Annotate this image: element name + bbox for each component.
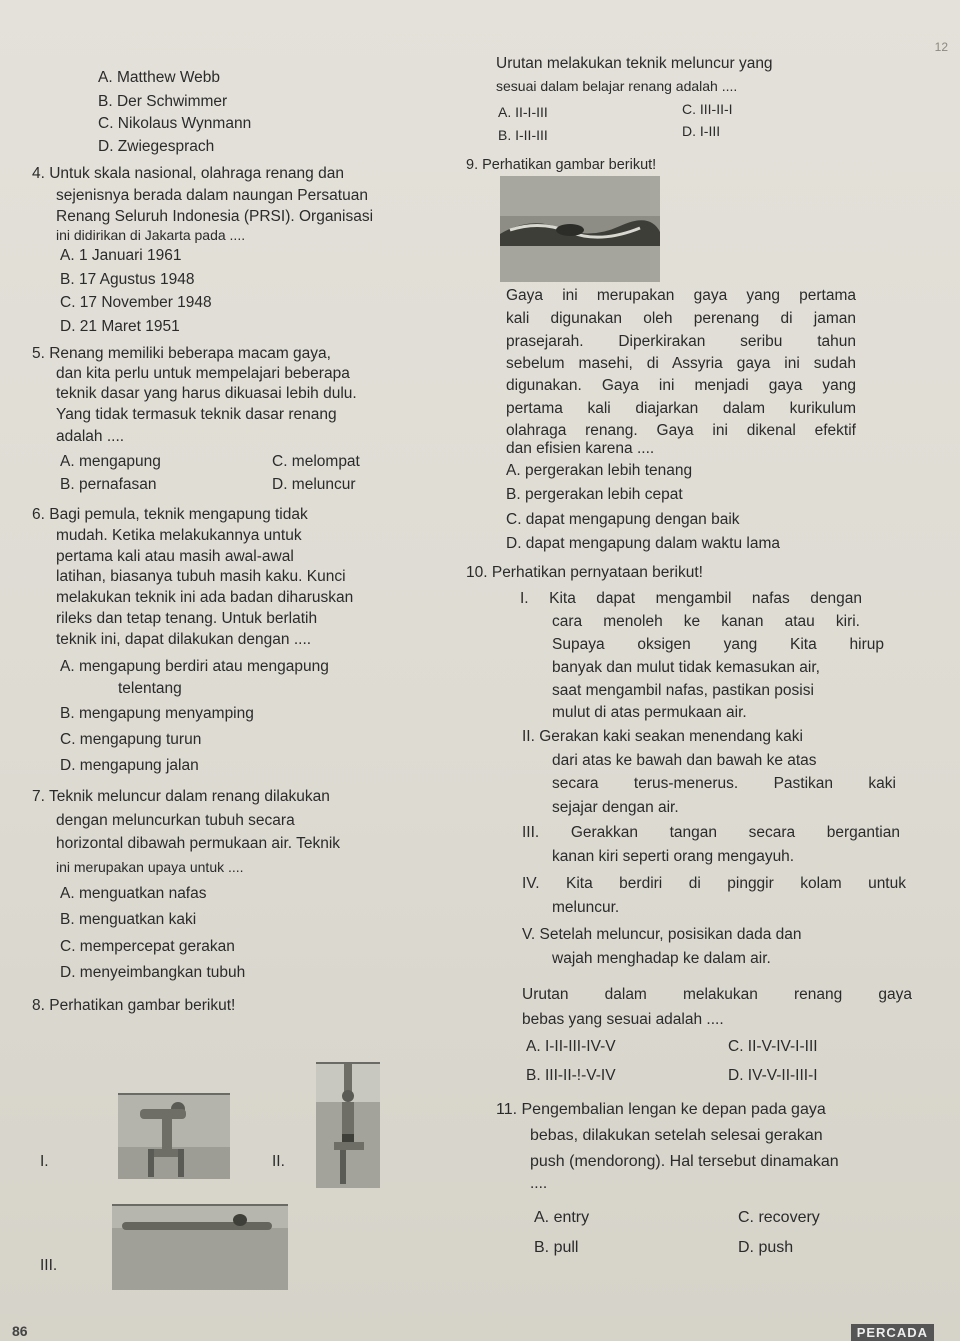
q6-line-1: 6. Bagi pemula, teknik mengapung tidak	[32, 506, 308, 523]
q3-option-c: C. Nikolaus Wynmann	[98, 115, 252, 132]
q8-option-a: A. II-I-III	[498, 104, 548, 120]
q9-option-b: B. pergerakan lebih cepat	[506, 486, 683, 503]
q6-line-4: latihan, biasanya tubuh masih kaku. Kunci	[56, 568, 346, 585]
q3-option-d: D. Zwiegesprach	[98, 138, 215, 155]
q9-line-4: sebelum masehi, di Assyria gaya ini sudah	[506, 355, 856, 372]
q5-line-1: 5. Renang memiliki beberapa macam gaya,	[32, 345, 331, 362]
footer-brand-label: PERCADA	[851, 1324, 934, 1341]
q10-option-c: C. II-V-IV-I-III	[728, 1038, 818, 1055]
q6-option-c: C. mengapung turun	[60, 731, 202, 748]
q9-line-2: kali digunakan oleh perenang di jaman	[506, 310, 856, 327]
q5-option-a: A. mengapung	[60, 453, 161, 470]
q10-s1-line-6: mulut di atas permukaan air.	[552, 704, 747, 721]
q7-option-d: D. menyeimbangkan tubuh	[60, 964, 246, 981]
q10-option-a: A. I-II-III-IV-V	[526, 1038, 616, 1055]
q9-option-c: C. dapat mengapung dengan baik	[506, 511, 740, 528]
q4-line-4: ini didirikan di Jakarta pada ....	[56, 227, 246, 243]
page-number: 86	[12, 1323, 28, 1339]
q10-s1-line-2: cara menoleh ke kanan atau kiri.	[552, 613, 860, 630]
q4-option-b: B. 17 Agustus 1948	[60, 271, 195, 288]
q10-s4-line-1: IV. Kita berdiri di pinggir kolam untuk	[522, 875, 906, 892]
q10-s1-line-1: I. Kita dapat mengambil nafas dengan	[520, 590, 862, 607]
q7-line-2: dengan meluncurkan tubuh secara	[56, 812, 295, 829]
q4-option-a: A. 1 Januari 1961	[60, 247, 182, 264]
q10-option-b: B. III-II-!-V-IV	[526, 1067, 616, 1084]
q10-s1-line-3: Supaya oksigen yang Kita hirup	[552, 636, 884, 653]
q10-s1-line-4: banyak dan mulut tidak kemasukan air,	[552, 659, 820, 676]
q10-s1-line-5: saat mengambil nafas, pastikan posisi	[552, 682, 814, 699]
q8-stem: 8. Perhatikan gambar berikut!	[32, 997, 236, 1014]
figure-ii-swimmer-icon	[316, 1064, 380, 1188]
q9-line-5: digunakan. Gaya ini menjadi gaya yang	[506, 377, 856, 394]
q10-option-d: D. IV-V-II-III-I	[728, 1067, 818, 1084]
q11-line-4: ....	[530, 1175, 548, 1192]
figure-i-label: I.	[40, 1153, 49, 1170]
q11-line-1: 11. Pengembalian lengan ke depan pada gaya	[496, 1101, 826, 1118]
q8-option-c: C. III-II-I	[682, 101, 733, 117]
q7-option-a: A. menguatkan nafas	[60, 885, 207, 902]
q3-option-b: B. Der Schwimmer	[98, 93, 228, 110]
q11-line-3: push (mendorong). Hal tersebut dinamakan	[530, 1153, 839, 1170]
q8-option-d: D. I-III	[682, 123, 721, 139]
q9-swimming-photo	[500, 176, 660, 282]
q10-s5-line-2: wajah menghadap ke dalam air.	[552, 950, 771, 967]
q10-s5-line-1: V. Setelah meluncur, posisikan dada dan	[522, 926, 802, 943]
q7-line-4: ini merupakan upaya untuk ....	[56, 859, 244, 875]
q9-line-1: Gaya ini merupakan gaya yang pertama	[506, 287, 856, 304]
figure-i-image	[118, 1093, 230, 1179]
q8-option-b: B. I-II-III	[498, 127, 548, 143]
q5-line-4: Yang tidak termasuk teknik dasar renang	[56, 406, 337, 423]
figure-ii-label: II.	[272, 1153, 285, 1170]
q10-stem: 10. Perhatikan pernyataan berikut!	[466, 564, 703, 581]
q6-line-3: pertama kali atau masih awal-awal	[56, 548, 294, 565]
q11-option-b: B. pull	[534, 1239, 579, 1256]
q5-option-c: C. melompat	[272, 453, 360, 470]
q11-line-2: bebas, dilakukan setelah selesai gerakan	[530, 1127, 823, 1144]
q10-s3-line-2: kanan kiri seperti orang mengayuh.	[552, 848, 795, 865]
q9-option-a: A. pergerakan lebih tenang	[506, 462, 693, 479]
q10-s3-line-1: III. Gerakkan tangan secara bergantian	[522, 824, 900, 841]
q6-option-a-line-2: telentang	[118, 680, 182, 697]
q6-line-6: rileks dan tetap tenang. Untuk berlatih	[56, 610, 318, 627]
q9-line-6: pertama kali diajarkan dalam kurikulum	[506, 400, 856, 417]
q10-s4-line-2: meluncur.	[552, 899, 620, 916]
q9-stem: 9. Perhatikan gambar berikut!	[466, 157, 657, 173]
q4-line-2: sejenisnya berada dalam naungan Persatuan	[56, 187, 368, 204]
q5-option-b: B. pernafasan	[60, 476, 157, 493]
q7-option-b: B. menguatkan kaki	[60, 911, 197, 928]
q9-option-d: D. dapat mengapung dalam waktu lama	[506, 535, 780, 552]
q8-question-line-1: Urutan melakukan teknik meluncur yang	[496, 55, 773, 72]
q10-s2-line-1: II. Gerakan kaki seakan menendang kaki	[522, 728, 803, 745]
q11-option-a: A. entry	[534, 1209, 590, 1226]
q3-option-a: A. Matthew Webb	[98, 69, 221, 86]
q4-line-1: 4. Untuk skala nasional, olahraga renang dan	[32, 165, 344, 182]
q7-option-c: C. mempercepat gerakan	[60, 938, 235, 955]
q10-s2-line-4: sejajar dengan air.	[552, 799, 679, 816]
q6-option-d: D. mengapung jalan	[60, 757, 199, 774]
page-marker: 12	[934, 40, 948, 54]
q6-line-7: teknik ini, dapat dilakukan dengan ....	[56, 631, 312, 648]
q6-line-2: mudah. Ketika melakukannya untuk	[56, 527, 302, 544]
q6-option-a-line-1: A. mengapung berdiri atau mengapung	[60, 658, 329, 675]
q10-question-line-2: bebas yang sesuai adalah ....	[522, 1011, 724, 1028]
q7-line-3: horizontal dibawah permukaan air. Teknik	[56, 835, 341, 852]
q11-option-c: C. recovery	[738, 1209, 820, 1226]
q10-s2-line-3: secara terus-menerus. Pastikan kaki	[552, 775, 896, 792]
figure-iii-gliding-swimmer-icon	[112, 1206, 288, 1290]
q4-line-3: Renang Seluruh Indonesia (PRSI). Organisasi	[56, 208, 374, 225]
q9-line-8: dan efisien karena ....	[506, 440, 655, 457]
figure-iii-image	[112, 1204, 288, 1290]
figure-i-swimmer-icon	[118, 1095, 230, 1179]
q10-s2-line-2: dari atas ke bawah dan bawah ke atas	[552, 752, 817, 769]
figure-iii-label: III.	[40, 1257, 58, 1274]
q4-option-c: C. 17 November 1948	[60, 294, 212, 311]
q5-option-d: D. meluncur	[272, 476, 356, 493]
q6-line-5: melakukan teknik ini ada badan diharuskan	[56, 589, 354, 606]
breaststroke-photo-icon	[500, 176, 660, 282]
q4-option-d: D. 21 Maret 1951	[60, 318, 180, 335]
q6-option-b: B. mengapung menyamping	[60, 705, 254, 722]
figure-ii-image	[316, 1062, 380, 1188]
q5-line-3: teknik dasar yang harus dikuasai lebih dulu.	[56, 385, 357, 402]
q5-line-2: dan kita perlu untuk mempelajari beberapa	[56, 365, 350, 382]
q9-line-3: prasejarah. Diperkirakan seribu tahun	[506, 333, 856, 350]
q10-question-line-1: Urutan dalam melakukan renang gaya	[522, 986, 912, 1003]
q11-option-d: D. push	[738, 1239, 794, 1256]
q7-line-1: 7. Teknik meluncur dalam renang dilakukan	[32, 788, 330, 805]
q8-question-line-2: sesuai dalam belajar renang adalah ....	[496, 78, 738, 94]
q5-line-5: adalah ....	[56, 428, 125, 445]
q9-line-7: olahraga renang. Gaya ini dikenal efektif	[506, 422, 856, 439]
